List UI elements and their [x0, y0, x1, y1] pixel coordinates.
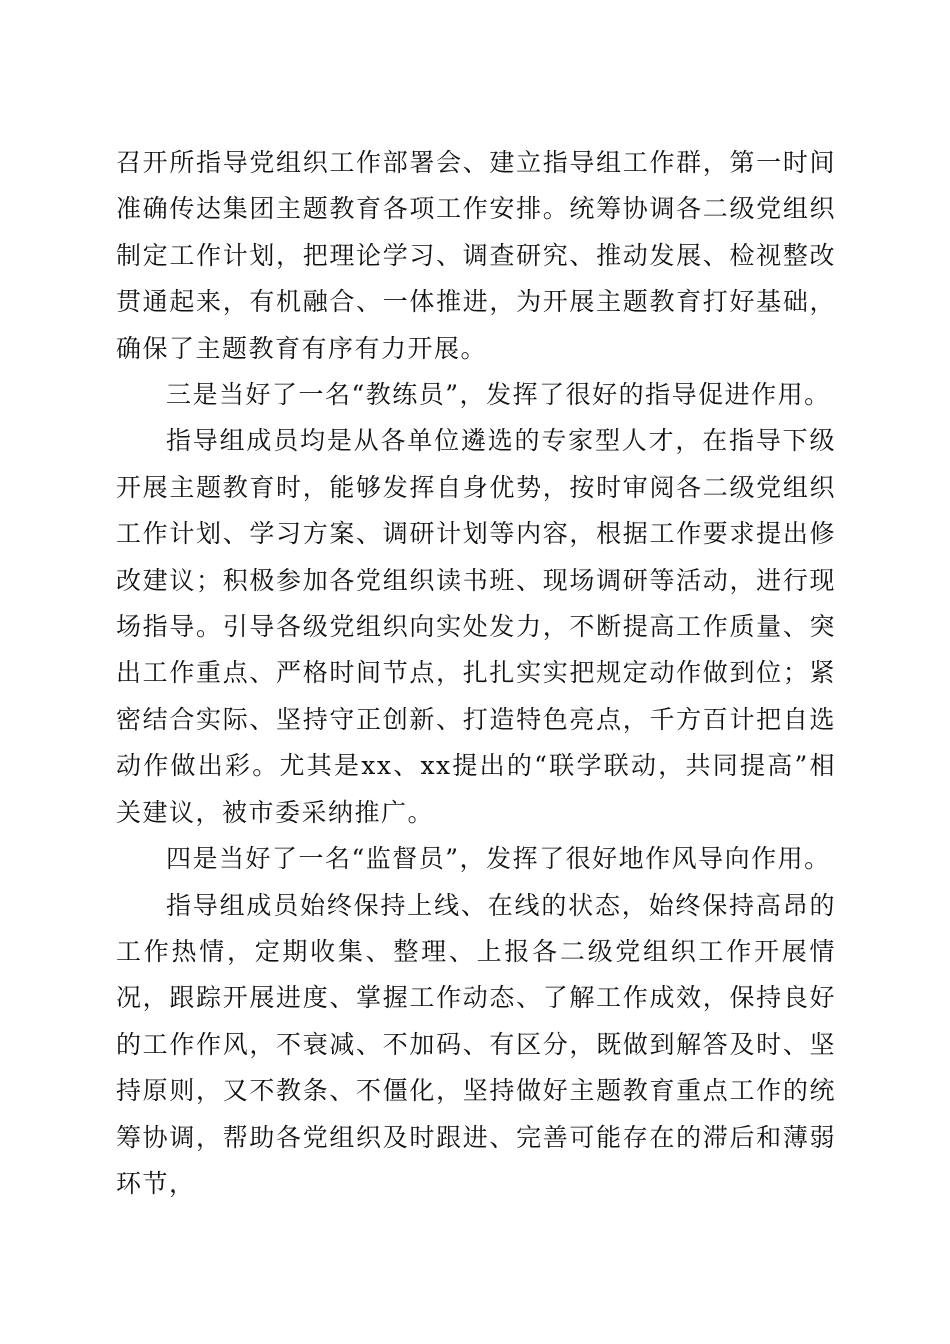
paragraph-coach: 指导组成员均是从各单位遴选的专家型人才，在指导下级开展主题教育时，能够发挥自身优势，按时审阅各二级党组织工作计划、学习方案、调研计划等内容，根据工作要求提出修改建议；积极参加各党组织读书班、现场调研等活动，进行现场指导。引导各级党组织向实处发力，不断提高工作质量、突出工作重点、严格时间节点，扎扎实实把规定动作做到位；紧密结合实际、坚持守正创新、打造特色亮点，千方百计把自选动作做出彩。尤其是xx、xx提出的“联学联动，共同提高”相关建议，被市委采纳推广。	[116, 426, 836, 827]
paragraph-supervisor: 指导组成员始终保持上线、在线的状态，始终保持高昂的工作热情，定期收集、整理、上报各二级党组织工作开展情况，跟踪开展进度、掌握工作动态、了解工作成效，保持良好的工作作风，不衰减、不加码、有区分，既做到解答及时、坚持原则，又不教条、不僵化，坚持做好主题教育重点工作的统筹协调，帮助各党组织及时跟进、完善可能存在的滞后和薄弱环节，	[116, 890, 836, 1198]
document-body	[116, 140, 836, 1207]
section-heading-three: 三是当好了一名“教练员”，发挥了很好的指导促进作用。	[166, 380, 831, 410]
section-heading-four: 四是当好了一名“监督员”，发挥了很好地作风导向作用。	[166, 844, 831, 874]
paragraph-continuation: 召开所指导党组织工作部署会、建立指导组工作群，第一时间准确传达集团主题教育各项工作安排。统筹协调各二级党组织制定工作计划，把理论学习、调查研究、推动发展、检视整改贯通起来，有机融合、一体推进，为开展主题教育打好基础，确保了主题教育有序有力开展。	[116, 148, 836, 363]
